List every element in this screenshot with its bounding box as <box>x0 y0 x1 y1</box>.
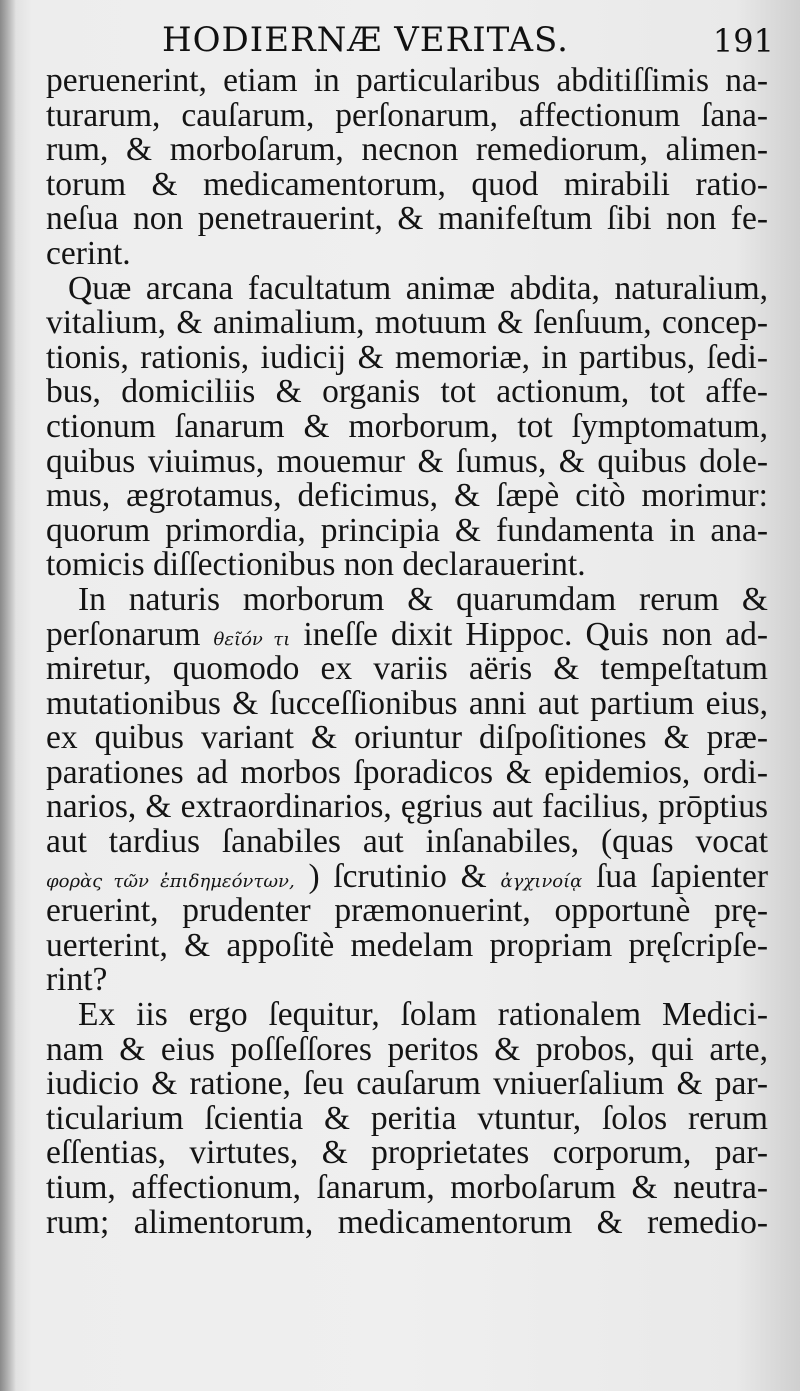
greek-mixed-line <box>46 860 768 895</box>
page-header <box>0 12 800 72</box>
text-segment: perſonarum <box>46 617 214 653</box>
greek-mixed-line <box>46 618 768 653</box>
page-number: 191 <box>712 22 774 60</box>
text-segment: ) ſcrutinio & <box>294 859 501 895</box>
body-text <box>46 64 768 1240</box>
paragraph-start-line: Ex iis ergo ſequitur, ſolam rationalem Medici- <box>78 998 768 1033</box>
text-line: quibus viuimus, mouemur & ſumus, & quibus dole- <box>46 444 768 480</box>
text-line: parationes ad morbos ſporadicos & epidemios, ordi- <box>46 755 768 791</box>
text-line: miretur, quomodo ex variis aëris & tempeſtatum <box>46 652 768 687</box>
text-line: turarum, cauſarum, perſonarum, affectionum ſana- <box>46 98 768 134</box>
text-line: eſſentias, virtutes, & proprietates corporum, par- <box>46 1136 768 1171</box>
text-line: cerint. <box>46 236 131 272</box>
text-line: ctionum ſanarum & morborum, tot ſymptomatum, <box>46 409 768 445</box>
text-segment: ineſſe dixit Hippoc. Quis non ad- <box>290 617 768 653</box>
greek-phrase: φορὰς τῶν ἐπιδημεόντων, <box>46 870 295 892</box>
text-line: quorum primordia, principia & fundamenta in ana- <box>46 513 768 549</box>
running-title: HODIERNÆ VERITAS. <box>162 20 569 60</box>
text-line: bus, domiciliis & organis tot actionum, tot affe- <box>46 375 768 410</box>
greek-phrase: ἀγχινοίᾳ <box>500 870 583 892</box>
text-line: tionis, rationis, iudicij & memoriæ, in partibus, ſedi- <box>46 340 768 376</box>
text-line: tomicis diſſectionibus non declarauerint. <box>46 548 586 583</box>
text-line: mus, ægrotamus, deficimus, & ſæpè citò morimur: <box>46 479 768 514</box>
text-line: ticularium ſcientia & peritia vtuntur, ſolos rerum <box>46 1101 768 1137</box>
paragraph-start-line: Quæ arcana facultatum animæ abdita, naturalium, <box>68 271 768 307</box>
text-line: torum & medicamentorum, quod mirabili ratio- <box>46 167 768 203</box>
text-line: vitalium, & animalium, motuum & ſenſuum, concep- <box>46 306 768 341</box>
paragraph-start-line: In naturis morborum & quarumdam rerum & <box>78 582 768 618</box>
text-line: tium, affectionum, ſanarum, morboſarum & neutra- <box>46 1171 768 1206</box>
gutter-shadow <box>0 0 16 1391</box>
text-line: ex quibus variant & oriuntur diſpoſitiones & præ- <box>46 721 768 756</box>
greek-phrase: θεῖόν τι <box>213 628 291 650</box>
text-line: mutationibus & ſucceſſionibus anni aut partium eius, <box>46 686 768 722</box>
text-line: rum; alimentorum, medicamentorum & remedio- <box>46 1205 768 1241</box>
text-line: eruerint, prudenter præmonuerint, opportunè prę- <box>46 894 768 929</box>
text-line: iudicio & ratione, ſeu cauſarum vniuerſalium & par- <box>46 1067 768 1102</box>
text-line: rum, & morboſarum, necnon remediorum, alimen- <box>46 133 768 168</box>
text-line: aut tardius ſanabiles aut inſanabiles, (quas vocat <box>46 825 768 860</box>
text-line: nam & eius poſſeſſores peritos & probos, qui arte, <box>46 1032 768 1068</box>
text-line: uerterint, & appoſitè medelam propriam pręſcripſe- <box>46 928 768 964</box>
text-segment: ſua ſapienter <box>582 859 768 895</box>
text-line: neſua non penetrauerint, & manifeſtum ſibi non fe- <box>46 202 768 237</box>
text-line: narios, & extraordinarios, ęgrius aut facilius, prōptius <box>46 790 768 826</box>
text-line: rint? <box>46 963 108 999</box>
text-line: peruenerint, etiam in particularibus abditiſſimis na- <box>46 64 768 99</box>
